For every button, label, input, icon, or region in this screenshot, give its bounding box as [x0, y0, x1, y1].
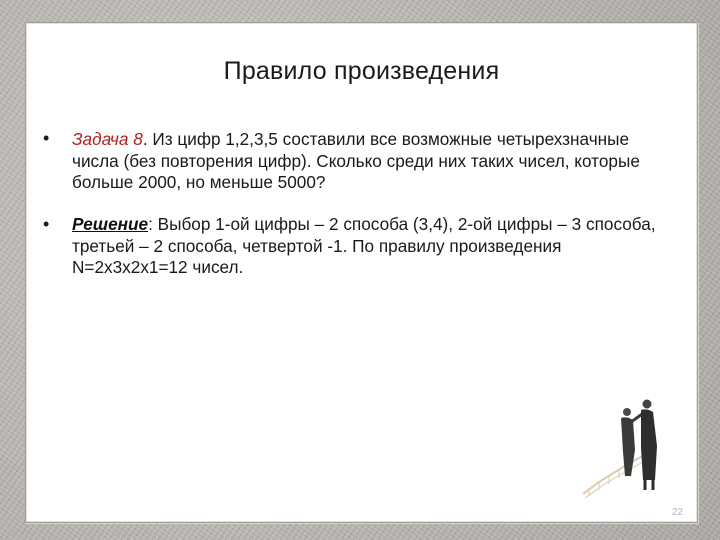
- solution-text: : Выбор 1-ой цифры – 2 способа (3,4), 2-ой цифры – 3 способа, третьей – 2 способа, четвертой -1. По правилу произведения N=2x3x2x1=12 чисел.: [72, 214, 656, 277]
- task-label: Задача 8: [72, 129, 143, 149]
- page-number: 22: [671, 507, 683, 518]
- slide-title: Правило произведения: [223, 57, 500, 85]
- slide: [25, 22, 698, 523]
- two-figures-pointing-at-stairs-icon: [575, 390, 685, 500]
- solution-paragraph: [72, 214, 672, 279]
- bullet-marker: •: [43, 128, 50, 148]
- solution-label: Решение: [72, 214, 149, 234]
- bullet-marker: •: [43, 214, 50, 234]
- task-text: . Из цифр 1,2,3,5 составили все возможные четырехзначные числа (без повторения цифр). Сколько среди них таких чисел, которые больше 2000, но меньше 5000?: [72, 129, 640, 192]
- task-paragraph: [72, 129, 672, 194]
